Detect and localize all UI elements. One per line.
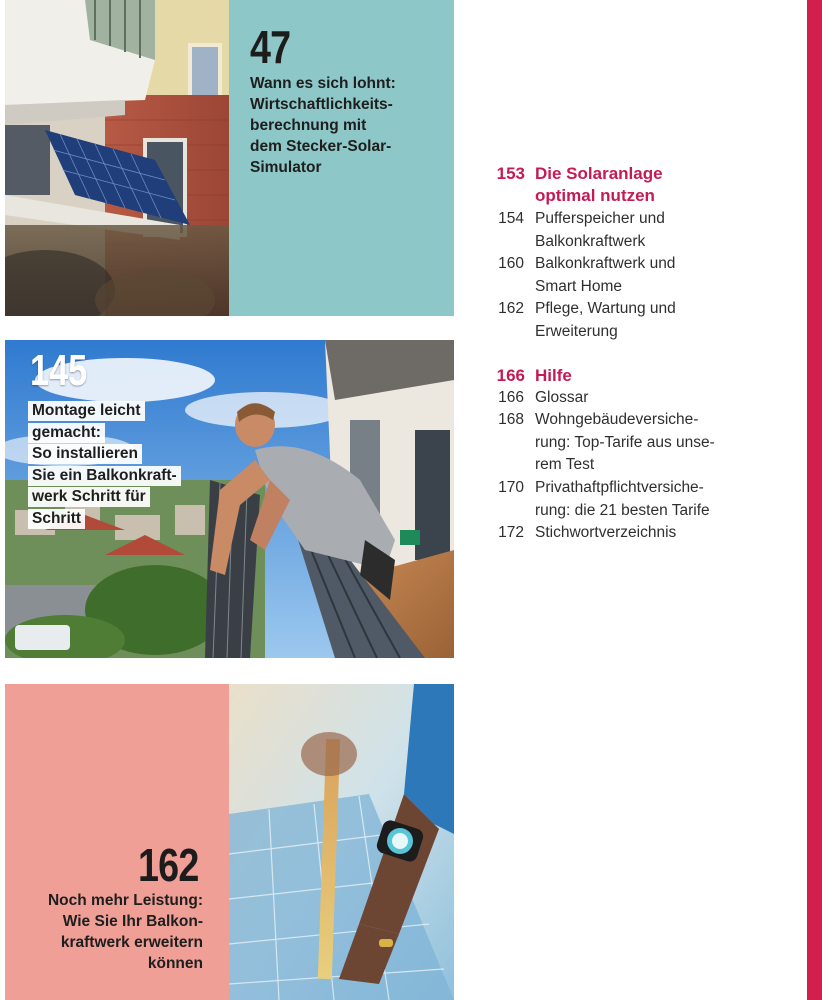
entry-title-line: rung: die 21 besten Tarife xyxy=(535,501,710,519)
entry-title xyxy=(535,409,715,477)
teaser-line: Wie Sie Ihr Balkon- xyxy=(62,913,203,930)
teaser-text-top xyxy=(250,73,396,178)
chapter-title-line: optimal nutzen xyxy=(535,186,655,205)
teaser-line: berechnung mit xyxy=(250,117,367,134)
entry-title-line: rung: Top-Tarife aus unse- xyxy=(535,433,715,451)
entry-page-number: 154 xyxy=(498,210,524,227)
page-number-middle: 145 xyxy=(30,346,88,395)
entry-title-line: Wohngebäudeversiche- xyxy=(535,411,699,428)
teaser-line: Wann es sich lohnt: xyxy=(250,75,396,92)
teaser-line: kraftwerk erweitern xyxy=(60,934,203,951)
entry-title xyxy=(535,253,675,298)
entry-title-line: Glossar xyxy=(535,389,589,406)
page-edge-bar xyxy=(807,0,822,1000)
teaser-line: Noch mehr Leistung: xyxy=(47,892,203,909)
entry-page-number: 172 xyxy=(498,524,524,541)
entry-title-line: Pufferspeicher und xyxy=(535,210,665,227)
page-number-top: 47 xyxy=(250,21,291,73)
entry-title xyxy=(535,522,676,545)
teaser-line: Sie ein Balkonkraft- xyxy=(28,466,181,486)
entry-title-line: rem Test xyxy=(535,456,595,473)
teaser-line: können xyxy=(147,955,203,972)
teaser-text-middle xyxy=(28,401,181,530)
teaser-line: Wirtschaftlichkeits- xyxy=(250,96,393,113)
entry-title-line: Erweiterung xyxy=(535,322,618,340)
entry-title xyxy=(535,387,588,410)
entry-title-line: Balkonkraftwerk xyxy=(535,232,646,250)
chapter-page-number[interactable]: 166 xyxy=(496,366,525,385)
entry-title xyxy=(535,208,665,253)
teaser-line: Schritt xyxy=(28,509,85,529)
teaser-line: gemacht: xyxy=(28,423,105,443)
entry-page-number: 162 xyxy=(498,300,524,317)
teaser-line: werk Schritt für xyxy=(28,487,150,507)
teaser-line: Montage leicht xyxy=(28,401,145,421)
teaser-line: dem Stecker-Solar- xyxy=(250,138,392,155)
entry-title-line: Stichwortverzeichnis xyxy=(535,524,677,541)
entry-title xyxy=(535,477,710,522)
entry-title-line: Smart Home xyxy=(535,277,622,295)
entry-page-number: 168 xyxy=(498,411,524,428)
entry-title-line: Privathaftpflichtversiche- xyxy=(535,479,704,496)
chapter-page-number[interactable]: 153 xyxy=(496,164,525,183)
entry-page-number: 160 xyxy=(498,255,524,272)
page-number-bottom: 162 xyxy=(138,839,199,891)
chapter-title-line: Die Solaranlage xyxy=(535,164,663,183)
entry-page-number: 166 xyxy=(498,389,524,406)
teaser-line: Simulator xyxy=(250,159,322,176)
entry-page-number: 170 xyxy=(498,479,524,496)
chapter-title[interactable] xyxy=(535,365,572,387)
entry-title-line: Pflege, Wartung und xyxy=(535,300,676,317)
entry-title xyxy=(535,298,676,343)
measuring-photo xyxy=(229,684,454,1000)
entry-title-line: Balkonkraftwerk und xyxy=(535,255,676,272)
chapter-title[interactable] xyxy=(535,163,663,207)
balcony-solar-photo xyxy=(5,0,229,316)
teaser-line: So installieren xyxy=(28,444,142,464)
chapter-title-line: Hilfe xyxy=(535,366,572,385)
teaser-text-bottom xyxy=(22,890,203,974)
